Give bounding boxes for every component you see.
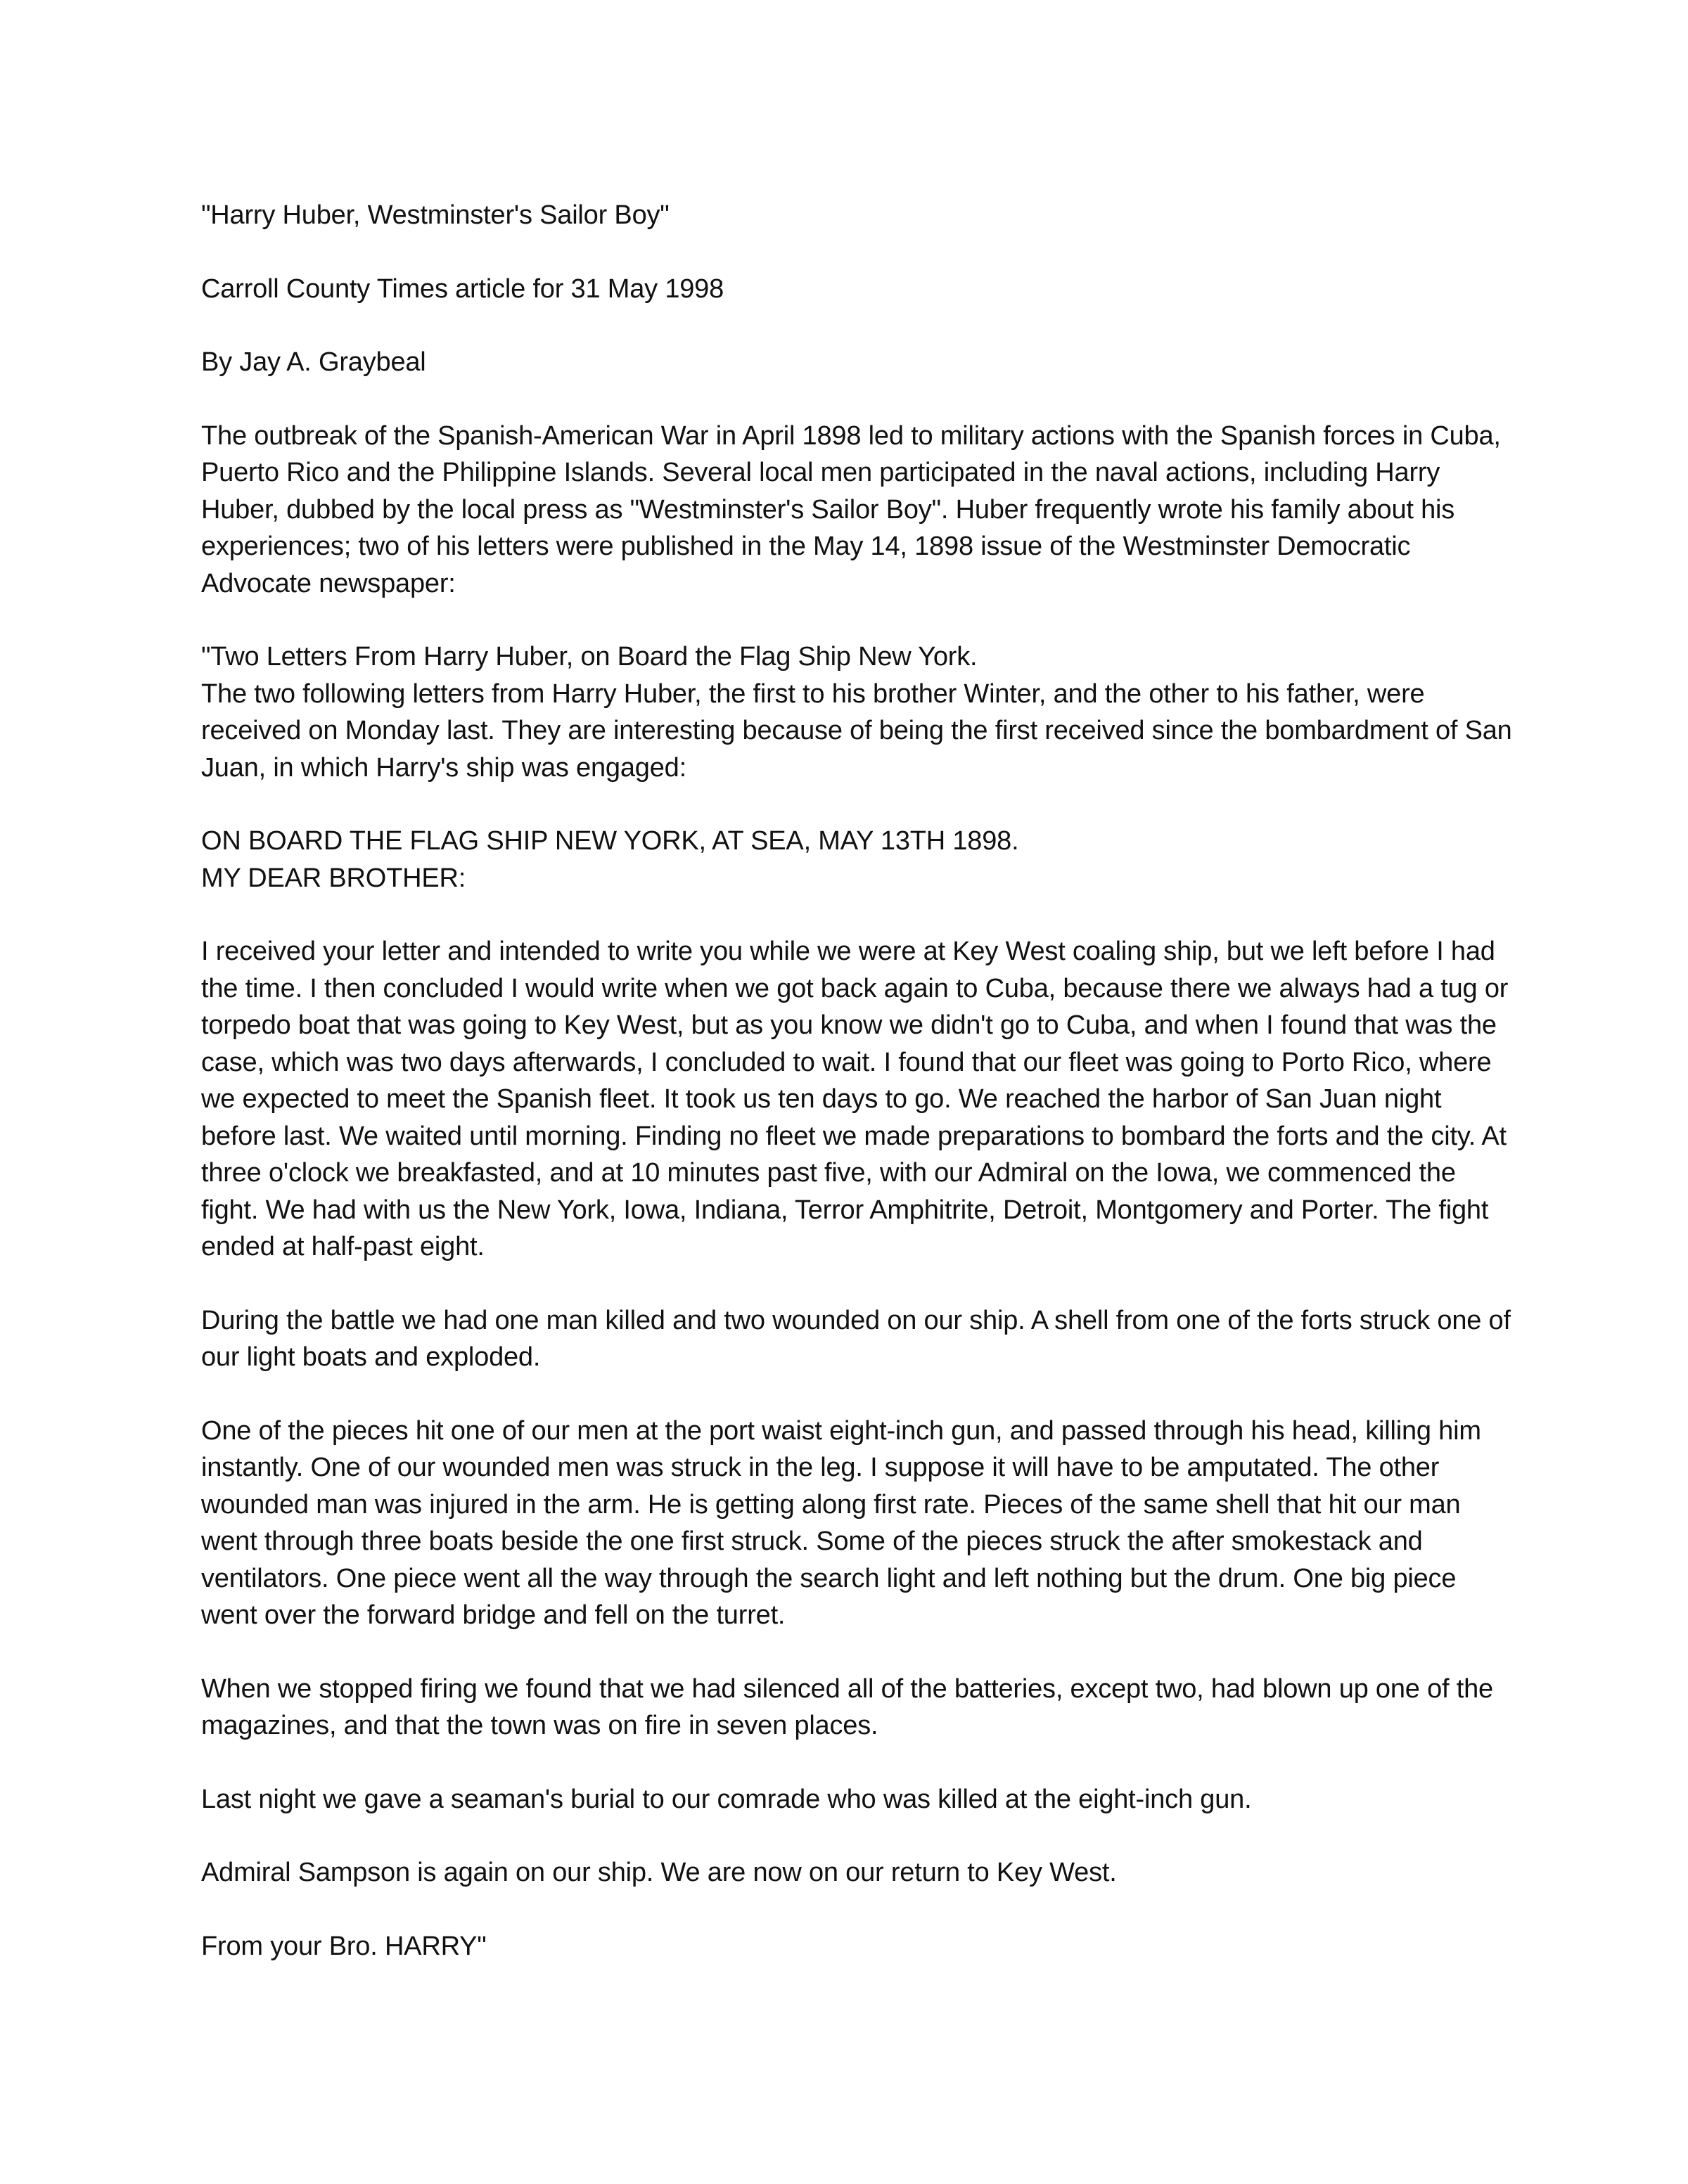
paragraph-introduction: The outbreak of the Spanish-American War in April 1898 led to military actions with the Spanish forces in Cuba, Puerto Rico and the Philippine Islands. Several local men participated in the naval actions, including Harry Huber, dubbed by the local press as "Westminster's Sailor Boy". Huber frequently wrote his family about his experiences; two of his letters were published in the May 14, 1898 issue of the Westminster Democratic Advocate newspaper: [201,420,1501,598]
letter-salutation: MY DEAR BROTHER: [201,863,466,893]
paragraph-letter-body-1: I received your letter and intended to write you while we were at Key West coaling ship, but we left before I had the time. I then concluded I would write when we got back again to Cuba, because there we always had a tug or torpedo boat that was going to Key West, but as you know we didn't go to Cuba, and when I found that was the case, which was two days afterwards, I concluded to wait. I found that our fleet was going to Porto Rico, where we expected to meet the Spanish fleet. It took us ten days to go. We reached the harbor of San Juan night before last. We waited until morning. Finding no fleet we made preparations to bombard the forts and the city. At three o'clock we breakfasted, and at 10 minutes past five, with our Admiral on the Iowa, we commenced the fight. We had with us the New York, Iowa, Indiana, Terror Amphitrite, Detroit, Montgomery and Porter. The fight ended at half-past eight. [201,937,1509,1261]
paragraph-letters-heading-block [201,638,1516,786]
letter-signoff: From your Bro. HARRY" [201,1931,487,1961]
paragraph-letter-body-2: During the battle we had one man killed and two wounded on our ship. A shell from one of the forts struck one of our light boats and exploded. [201,1305,1511,1372]
document-body [201,197,1516,2001]
document-byline: By Jay A. Graybeal [201,347,426,377]
letters-description: The two following letters from Harry Huber, the first to his brother Winter, and the other to his father, were received on Monday last. They are interesting because of being the first received since the bombardment of San Juan, in which Harry's ship was engaged: [201,679,1512,783]
letters-heading: "Two Letters From Harry Huber, on Board the Flag Ship New York. [201,642,978,672]
letter-dateline: ON BOARD THE FLAG SHIP NEW YORK, AT SEA, MAY 13TH 1898. [201,826,1019,856]
paragraph-letter-body-4: When we stopped firing we found that we had silenced all of the batteries, except two, had blown up one of the magazines, and that the town was on fire in seven places. [201,1674,1493,1740]
paragraph-letter-body-3: One of the pieces hit one of our men at the port waist eight-inch gun, and passed through his head, killing him instantly. One of our wounded men was struck in the leg. I suppose it will have to be amputated. The other wounded man was injured in the arm. He is getting along first rate. Pieces of the same shell that hit our man went through three boats beside the one first struck. Some of the pieces struck the after smokestack and ventilators. One piece went all the way through the search light and left nothing but the drum. One big piece went over the forward bridge and fell on the turret. [201,1415,1481,1630]
paragraph-letter-body-5: Last night we gave a seaman's burial to our comrade who was killed at the eight-inch gun. [201,1784,1252,1814]
paragraph-letter-body-6: Admiral Sampson is again on our ship. We are now on our return to Key West. [201,1858,1117,1887]
letter-header-block [201,823,1516,897]
document-title: "Harry Huber, Westminster's Sailor Boy" [201,200,670,230]
document-subtitle: Carroll County Times article for 31 May 1998 [201,274,724,304]
